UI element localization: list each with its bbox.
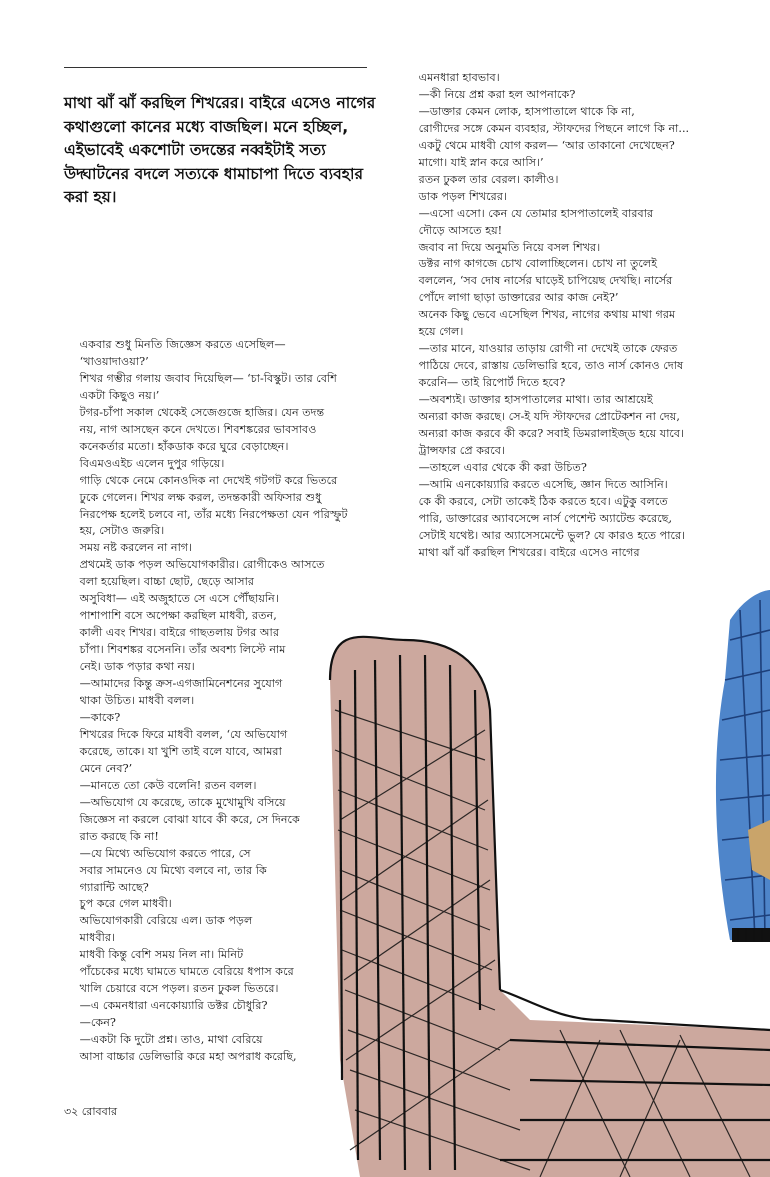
- text-line: সময় নষ্ট করলেন না নাগ।: [79, 541, 193, 555]
- page-folio: ৩২ রোববার: [64, 1105, 117, 1118]
- text-line: বললেন, ‘সব দোষ নার্সের ঘাড়েই চাপিয়েছ দেখছি। নার্সের: [418, 274, 673, 288]
- text-line: রতন ঢুকল তার বেরল। কালীও।: [418, 172, 559, 186]
- text-line: পোঁদে লাগা ছাড়া ডাক্তারের আর কাজ নেই?’: [418, 291, 619, 305]
- text-line: করেনি— তাই রিপোর্ট দিতে হবে?: [418, 376, 566, 390]
- text-line: —কাকে?: [79, 710, 121, 724]
- text-line: দৌড়ে আসতে হয়!: [418, 223, 503, 237]
- text-line: —মানতে তো কেউ বলেনি! রতন বলল।: [79, 778, 257, 792]
- text-line: নয়, নাগ আসছেন কনে দেখতে। শিবশঙ্করের ভাবসাবও: [79, 422, 317, 436]
- text-line: সেটাই যথেষ্ট। আর অ্যাসেসমেন্টে ভুল? যে কারও হতে পারে।: [418, 528, 686, 542]
- text-line: কনেকর্তার মতো। হাঁকডাক করে ঘুরে বেড়াচ্ছেন।: [79, 439, 289, 453]
- text-line: গাড়ি থেকে নেমে কোনওদিক না দেখেই গটগট করে ভিতরে: [79, 473, 338, 487]
- text-line: রোগীদের সঙ্গে কেমন ব্যবহার, স্টাফদের পিছনে লাগে কি না...: [418, 121, 690, 135]
- sketch-finger-fill: [330, 637, 770, 1177]
- text-line: —কী নিয়ে প্রশ্ন করা হল আপনাকে?: [418, 87, 576, 101]
- text-line: —তাহলে এবার থেকে কী করা উচিত?: [418, 460, 587, 474]
- text-line: —একটা কি দুটো প্রশ্ন। তাও, মাথা বেরিয়ে: [79, 1033, 263, 1047]
- text-line: বিএমওএইচ এলেন দুপুর গড়িয়ে।: [79, 456, 225, 470]
- text-line: বলা হয়েছিল। বাচ্চা ছোট, ছেড়ে আসার: [79, 575, 255, 589]
- text-line: কে কী করবে, সেটা তাকেই ঠিক করতে হবে। এটুকু বলতে: [418, 494, 668, 508]
- text-line: মাথা ঝাঁ ঝাঁ করছিল শিখরের। বাইরে এসেও নাগের: [418, 545, 640, 559]
- text-line: মাধবীর।: [79, 931, 115, 945]
- text-line: থাকা উচিত। মাধবী বলল।: [79, 694, 195, 708]
- text-line: ডাক পড়ল শিখরের।: [418, 189, 507, 203]
- text-line: নিরপেক্ষ হলেই চলবে না, তাঁর মধ্যে নিরপেক্ষতা যেন পরিস্ফুট: [79, 507, 348, 521]
- text-line: —এসো এসো। কেন যে তোমার হাসপাতালেই বারবার: [418, 206, 654, 220]
- text-line: প্রথমেই ডাক পড়ল অভিযোগকারীর। রোগীকেও আসতে: [79, 558, 325, 572]
- text-line: হয়, সেটাও জরুরি।: [79, 524, 165, 538]
- text-line: পাঠিয়ে দেবে, রাস্তায় ডেলিভারি হবে, তাও নার্স কোনও দোষ: [418, 359, 684, 373]
- text-line: রাত করছে কি না!: [79, 829, 159, 843]
- text-line: মাগো। যাই স্নান করে আসি।’: [418, 155, 544, 169]
- text-line: এমনধারা হাবভাব।: [418, 71, 500, 84]
- article-column-left: [64, 337, 348, 1066]
- text-line: টগর-চাঁপা সকাল থেকেই সেজেগুজে হাজির। যেন তদন্ত: [79, 405, 325, 419]
- text-line: ঢুকে গেলেন। শিখর লক্ষ করল, তদন্তকারী অফিসার শুধু: [79, 490, 322, 504]
- pull-quote: মাথা ঝাঁ ঝাঁ করছিল শিখরের। বাইরে এসেও নাগের কথাগুলো কানের মধ্যে বাজছিল। মনে হচ্ছিল, এইভাবেই একশোটা তদন্তের নব্বইটাই সত্য উদ্ঘাটনের বদলে সত্যকে ধামাচাপা দিতে ব্যবহার করা হয়।: [64, 94, 376, 206]
- text-line: —তার মানে, যাওয়ার তাড়ায় রোগী না দেখেই তাকে ফেরত: [418, 342, 678, 356]
- text-line: খালি চেয়ারে বসে পড়ল। রতন ঢুকল ভিতরে।: [79, 982, 279, 996]
- text-line: —আমি এনকোয়্যারি করতে এসেছি, জ্ঞান দিতে আসিনি।: [418, 477, 668, 491]
- text-line: করেছে, তাকে। যা খুশি তাই বলে যাবে, আমরা: [79, 744, 282, 758]
- text-line: —আমাদের কিন্তু ক্রস-এগজামিনেশনের সুযোগ: [79, 677, 283, 691]
- text-line: অন্যরা কাজ করছে। সে-ই যদি স্টাফদের প্রোটেকশন না দেয়,: [418, 410, 680, 424]
- text-line: চাঁপা। শিবশঙ্কর বসেননি। তাঁর অবশ্য লিস্টে নাম: [79, 643, 286, 657]
- text-line: অনেক কিছু ভেবে এসেছিল শিখর, নাগের কথায় মাথা গরম: [418, 308, 676, 322]
- text-line: একটু থেমে মাধবী যোগ করল— ‘আর তাকানো দেখেছেন?: [418, 138, 675, 152]
- text-line: মেনে নেব?’: [79, 761, 133, 775]
- sketch-illustration: [300, 560, 770, 1177]
- text-line: চুপ করে গেল মাধবী।: [79, 897, 172, 911]
- text-line: জিজ্ঞেস না করলে বোঝা যাবে কী করে, সে দিনকে: [79, 812, 300, 826]
- text-line: কালী এবং শিখর। বাইরে গাছতলায় টগর আর: [79, 626, 280, 640]
- text-line: শিখরের দিকে ফিরে মাধবী বলল, ‘যে অভিযোগ: [79, 727, 288, 741]
- text-line: গ্যারান্টি আছে?: [79, 880, 149, 894]
- text-line: —যে মিথ্যে অভিযোগ করতে পারে, সে: [79, 846, 251, 860]
- text-line: শিখর গম্ভীর গলায় জবাব দিয়েছিল— ‘চা-বিস্কুট। তার বেশি: [79, 371, 337, 385]
- text-line: পাঁচেকের মধ্যে ঘামতে ঘামতে বেরিয়ে ধপাস করে: [79, 965, 294, 979]
- text-line: —অভিযোগ যে করেছে, তাকে মুখোমুখি বসিয়ে: [79, 795, 286, 809]
- text-line: পারি, ডাক্তারের অ্যাবসেন্সে নার্স পেশেন্ট অ্যাটেন্ড করেছে,: [418, 511, 673, 525]
- text-line: একবার শুধু মিনতি জিজ্ঞেস করতে এসেছিল—: [79, 338, 286, 351]
- text-line: ট্রান্সফার প্রে করবে।: [418, 443, 505, 457]
- text-line: —এ কেমনধারা এনকোয়্যারি ডক্টর চৌধুরি?: [79, 999, 268, 1013]
- text-line: সবার সামনেও যে মিথ্যে বলবে না, তার কি: [79, 863, 267, 877]
- text-line: জবাব না দিয়ে অনুমতি নিয়ে বসল শিখর।: [418, 240, 601, 254]
- text-line: নেই। ডাক পড়ার কথা নয়।: [79, 660, 195, 674]
- text-line: হয়ে গেল।: [418, 325, 464, 339]
- text-line: —অবশ্যই। ডাক্তার হাসপাতালের মাথা। তার আশ্রয়েই: [418, 393, 653, 407]
- text-line: অন্যরা কাজ করবে কী করে? সবাই ডিমরালাইজ্‌ড হয়ে যাবে।: [418, 427, 685, 441]
- text-line: অসুবিধা— এই অজুহাতে সে এসে পৌঁছায়নি।: [79, 592, 279, 606]
- text-line: পাশাপাশি বসে অপেক্ষা করছিল মাধবী, রতন,: [79, 609, 277, 623]
- text-line: —ডাক্তার কেমন লোক, হাসপাতালে থাকে কি না,: [418, 104, 635, 118]
- text-line: ‘খাওয়াদাওয়া?’: [79, 354, 149, 368]
- text-line: ডক্টর নাগ কাগজে চোখ বোলাচ্ছিলেন। চোখ না তুলেই: [418, 257, 658, 271]
- text-line: একটা কিছুও নয়।’: [79, 388, 160, 402]
- text-line: —কেন?: [79, 1016, 116, 1030]
- article-column-right: [403, 70, 721, 562]
- text-line: মাধবী কিন্তু বেশি সময় নিল না। মিনিট: [79, 948, 244, 962]
- text-line: আসা বাচ্চার ডেলিভারি করে মহা অপরাধ করেছি,: [79, 1050, 297, 1064]
- top-rule: [64, 67, 367, 68]
- text-line: অভিযোগকারী বেরিয়ে এল। ডাক পড়ল: [79, 914, 253, 928]
